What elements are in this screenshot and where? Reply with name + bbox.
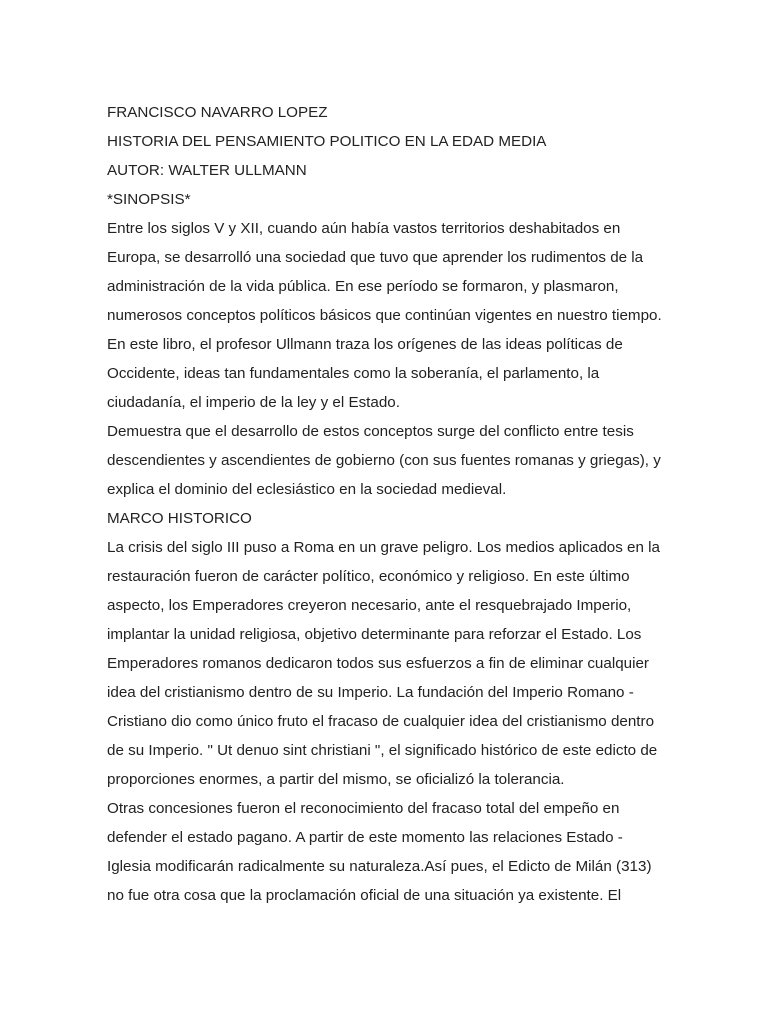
text-line: numerosos conceptos políticos básicos que continúan vigentes en nuestro tiempo. xyxy=(107,307,662,324)
marco-paragraph-2 xyxy=(107,794,667,910)
text-line: explica el dominio del eclesiástico en la sociedad medieval. xyxy=(107,481,507,498)
text-line: descendientes y ascendientes de gobierno (con sus fuentes romanas y griegas), y xyxy=(107,452,661,469)
text-line: Demuestra que el desarrollo de estos conceptos surge del conflicto entre tesis xyxy=(107,423,634,440)
text-line: restauración fueron de carácter político, económico y religioso. En este último xyxy=(107,568,630,585)
text-line: idea del cristianismo dentro de su Imperio. La fundación del Imperio Romano - xyxy=(107,684,634,701)
text-line: de su Imperio. " Ut denuo sint christiani ", el significado histórico de este edicto de xyxy=(107,742,658,759)
text-line: La crisis del siglo III puso a Roma en un grave peligro. Los medios aplicados en la xyxy=(107,539,660,556)
author-name: FRANCISCO NAVARRO LOPEZ xyxy=(107,104,328,121)
marco-paragraph-1 xyxy=(107,533,667,794)
text-line: Occidente, ideas tan fundamentales como la soberanía, el parlamento, la xyxy=(107,365,600,382)
text-line: Europa, se desarrolló una sociedad que tuvo que aprender los rudimentos de la xyxy=(107,249,644,266)
document-title: HISTORIA DEL PENSAMIENTO POLITICO EN LA EDAD MEDIA xyxy=(107,133,547,150)
text-line: defender el estado pagano. A partir de este momento las relaciones Estado - xyxy=(107,829,623,846)
synopsis-paragraph-1 xyxy=(107,214,667,417)
text-line: ciudadanía, el imperio de la ley y el Estado. xyxy=(107,394,400,411)
text-line: proporciones enormes, a partir del mismo, se oficializó la tolerancia. xyxy=(107,771,565,788)
synopsis-heading: *SINOPSIS* xyxy=(107,191,191,208)
text-line: Emperadores romanos dedicaron todos sus esfuerzos a fin de eliminar cualquier xyxy=(107,655,649,672)
text-line: En este libro, el profesor Ullmann traza los orígenes de las ideas políticas de xyxy=(107,336,623,353)
text-line: no fue otra cosa que la proclamación oficial de una situación ya existente. El xyxy=(107,887,622,904)
synopsis-paragraph-2 xyxy=(107,417,667,504)
book-author: AUTOR: WALTER ULLMANN xyxy=(107,162,307,179)
document-page xyxy=(107,98,667,910)
text-line: Otras concesiones fueron el reconocimiento del fracaso total del empeño en xyxy=(107,800,620,817)
text-line: implantar la unidad religiosa, objetivo determinante para reforzar el Estado. Los xyxy=(107,626,642,643)
text-line: aspecto, los Emperadores creyeron necesario, ante el resquebrajado Imperio, xyxy=(107,597,632,614)
text-line: Cristiano dio como único fruto el fracaso de cualquier idea del cristianismo dentro xyxy=(107,713,655,730)
text-line: Iglesia modificarán radicalmente su naturaleza.Así pues, el Edicto de Milán (313) xyxy=(107,858,652,875)
marco-heading: MARCO HISTORICO xyxy=(107,510,252,527)
text-line: administración de la vida pública. En ese período se formaron, y plasmaron, xyxy=(107,278,619,295)
text-line: Entre los siglos V y XII, cuando aún había vastos territorios deshabitados en xyxy=(107,220,621,237)
